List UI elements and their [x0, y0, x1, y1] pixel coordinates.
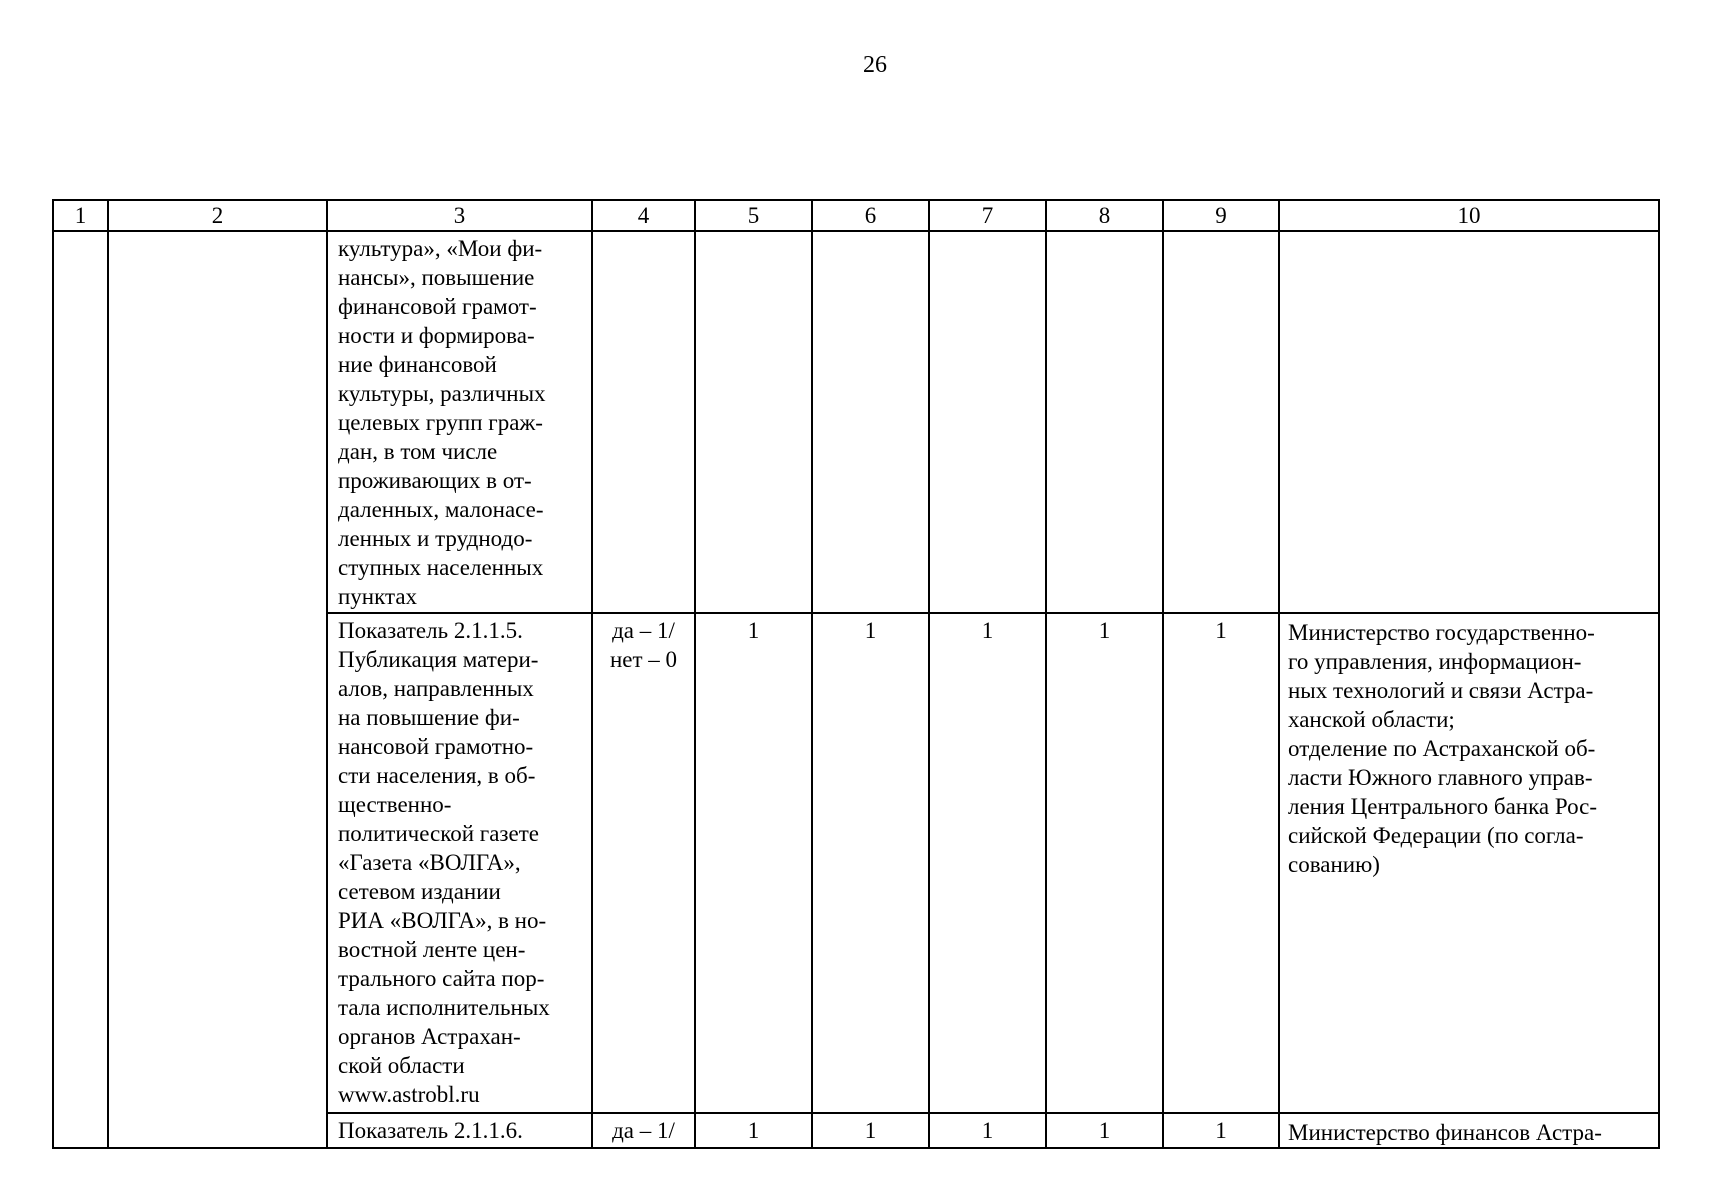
unit-cell	[592, 231, 695, 613]
header-cell-3: 3	[327, 200, 592, 231]
header-cell-7: 7	[929, 200, 1046, 231]
value-cell-9	[1163, 231, 1279, 613]
indicator-text-cell: культура», «Мои фи- нансы», повышение финансовой грамот- ности и формирова- ние финансовой культуры, различных целевых групп граж- дан, в том числе проживающих в от- даленных, малонасе- ленных и труднодо- ступных населенных пунктах	[327, 231, 592, 613]
header-cell-10: 10	[1279, 200, 1659, 231]
header-cell-4: 4	[592, 200, 695, 231]
value-cell-7: 1	[929, 1113, 1046, 1148]
value-cell-9: 1	[1163, 1113, 1279, 1148]
row-cell-col2	[108, 231, 327, 1148]
value-cell-8: 1	[1046, 1113, 1163, 1148]
header-cell-5: 5	[695, 200, 812, 231]
header-cell-6: 6	[812, 200, 929, 231]
value-cell-5	[695, 231, 812, 613]
value-cell-9: 1	[1163, 613, 1279, 1113]
header-cell-2: 2	[108, 200, 327, 231]
value-cell-5: 1	[695, 613, 812, 1113]
indicator-table	[52, 199, 1660, 1149]
value-cell-6: 1	[812, 1113, 929, 1148]
value-cell-8: 1	[1046, 613, 1163, 1113]
value-cell-6	[812, 231, 929, 613]
responsible-cell: Министерство государственно- го управления, информацион- ных технологий и связи Астра- ханской области; отделение по Астраханской об- ласти Южного главного управ- ления Центрального банка Рос- сийской Федерации (по согла- сованию)	[1279, 613, 1659, 1113]
unit-cell: да – 1/ нет – 0	[592, 613, 695, 1113]
indicator-table-container	[52, 199, 1660, 1149]
header-cell-1: 1	[53, 200, 108, 231]
indicator-text-cell: Показатель 2.1.1.5. Публикация матери- алов, направленных на повышение фи- нансовой грамотно- сти населения, в об- щественно- политической газете «Газета «ВОЛГА», сетевом издании РИА «ВОЛГА», в но- востной ленте цен- трального сайта пор- тала исполнительных органов Астрахан- ской области www.astrobl.ru	[327, 613, 592, 1113]
page-number: 26	[863, 52, 887, 78]
value-cell-6: 1	[812, 613, 929, 1113]
value-cell-7	[929, 231, 1046, 613]
responsible-cell	[1279, 231, 1659, 613]
indicator-text-cell: Показатель 2.1.1.6.	[327, 1113, 592, 1148]
table-row	[53, 231, 1659, 613]
responsible-cell: Министерство финансов Астра-	[1279, 1113, 1659, 1148]
header-row	[53, 200, 1659, 231]
value-cell-8	[1046, 231, 1163, 613]
row-cell-col1	[53, 231, 108, 1148]
unit-cell: да – 1/	[592, 1113, 695, 1148]
header-cell-9: 9	[1163, 200, 1279, 231]
value-cell-7: 1	[929, 613, 1046, 1113]
header-cell-8: 8	[1046, 200, 1163, 231]
value-cell-5: 1	[695, 1113, 812, 1148]
